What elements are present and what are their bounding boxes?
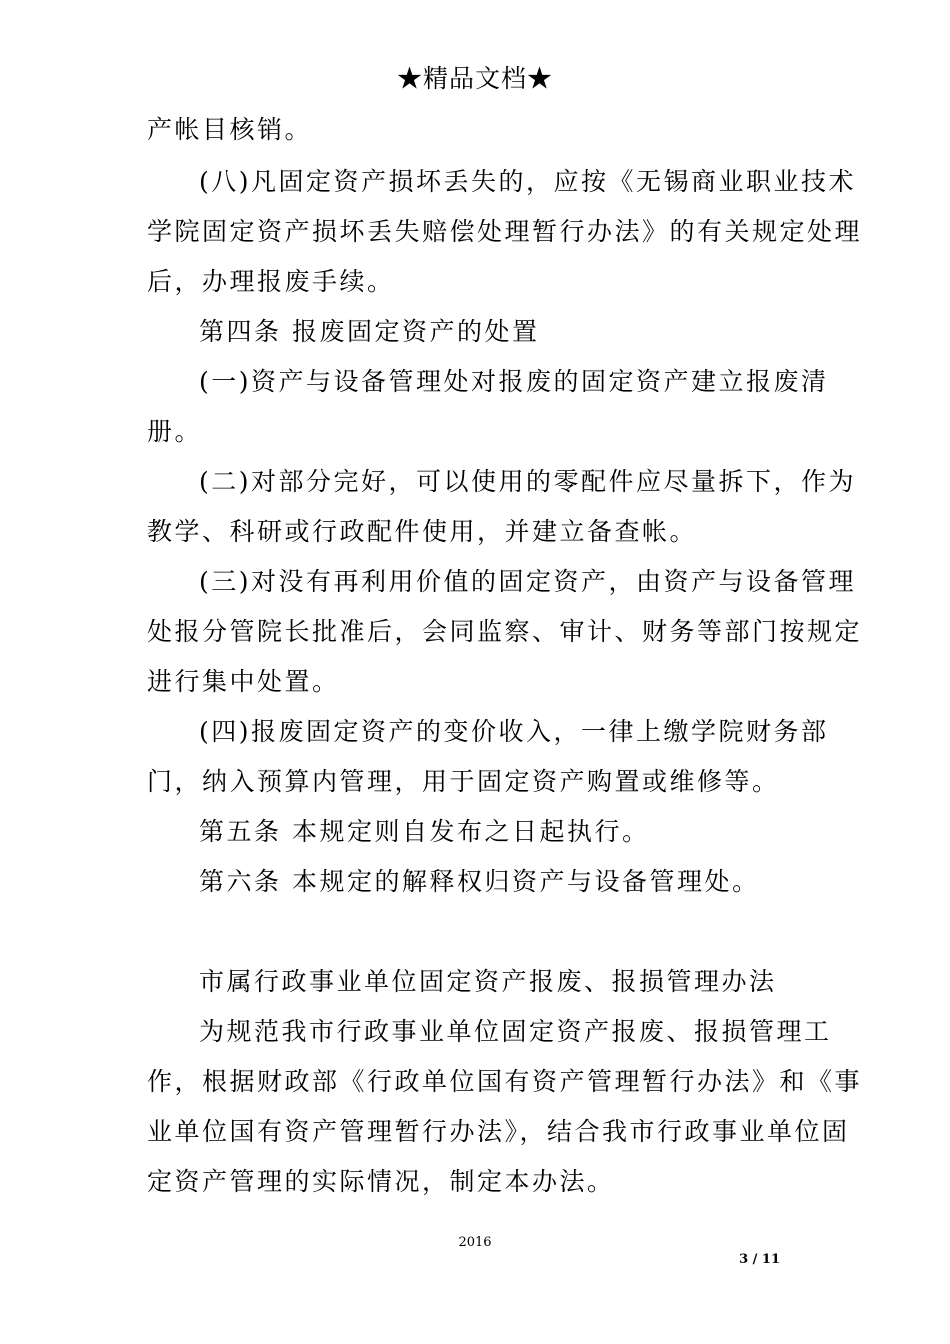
page-number: 3 / 11 [739,1252,780,1267]
document-header-title: ★精品文档★ [396,64,553,93]
section-heading: 第六条 本规定的解释权归资产与设备管理处。 [199,867,760,896]
text-line: 处报分管院长批准后，会同监察、审计、财务等部门按规定 [147,617,863,646]
text-line: (三)对没有再利用价值的固定资产，由资产与设备管理 [199,567,857,596]
footer-year: 2016 [458,1235,492,1250]
section-heading: 第四条 报废固定资产的处置 [199,317,540,346]
text-line: 产帐目核销。 [147,115,313,144]
text-line: 学院固定资产损坏丢失赔偿处理暂行办法》的有关规定处理 [147,217,863,246]
text-line: 后，办理报废手续。 [147,267,395,296]
text-line: 教学、科研或行政配件使用，并建立备查帐。 [147,517,698,546]
text-line: (一)资产与设备管理处对报废的固定资产建立报废清 [199,367,829,396]
text-line: (二)对部分完好，可以使用的零配件应尽量拆下，作为 [199,467,857,496]
document-subtitle: 市属行政事业单位固定资产报废、报损管理办法 [199,967,777,996]
text-line: 进行集中处置。 [147,667,340,696]
text-line: 作，根据财政部《行政单位国有资产管理暂行办法》和《事 [147,1067,863,1096]
text-line: 门，纳入预算内管理，用于固定资产购置或维修等。 [147,767,780,796]
text-line: 业单位国有资产管理暂行办法》，结合我市行政事业单位固 [147,1117,850,1146]
section-heading: 第五条 本规定则自发布之日起执行。 [199,817,650,846]
text-line: 定资产管理的实际情况，制定本办法。 [147,1167,615,1196]
text-line: 册。 [147,417,203,446]
text-line: (四)报废固定资产的变价收入，一律上缴学院财务部 [199,717,829,746]
text-line: 为规范我市行政事业单位固定资产报废、报损管理工 [199,1017,832,1046]
text-line: (八)凡固定资产损坏丢失的，应按《无锡商业职业技术 [199,167,857,196]
